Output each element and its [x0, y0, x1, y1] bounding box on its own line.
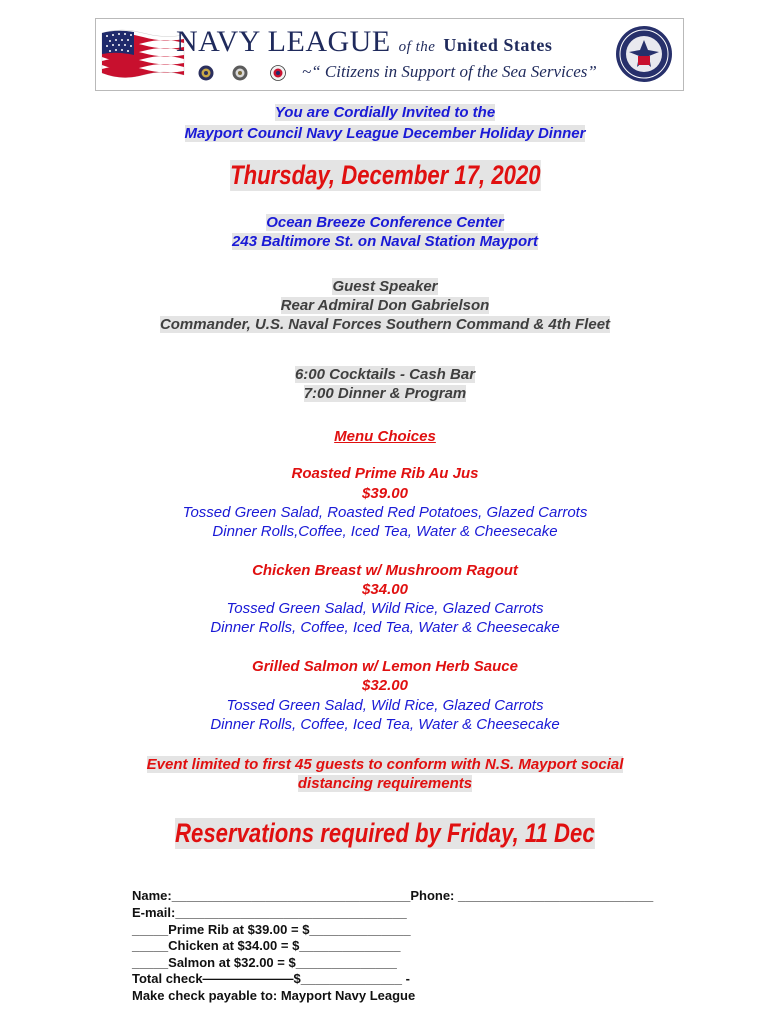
- coast-guard-seal-icon: [270, 65, 286, 81]
- navy-seal-icon: [198, 65, 214, 81]
- form-email: E-mail:________________________________: [132, 905, 407, 920]
- reservations-deadline: Reservations required by Friday, 11 Dec: [175, 818, 595, 848]
- capacity-notice-line-2: distancing requirements: [297, 775, 473, 792]
- menu-item-price: $39.00: [362, 485, 408, 502]
- tagline: ~“ Citizens in Support of the Sea Services”: [302, 62, 597, 81]
- form-salmon: _____Salmon at $32.00 = $______________: [132, 955, 397, 970]
- menu-item-name: Roasted Prime Rib Au Jus: [291, 465, 479, 482]
- event-date: Thursday, December 17, 2020: [229, 160, 541, 190]
- form-chicken: _____Chicken at $34.00 = $______________: [132, 938, 401, 953]
- form-total: Total check———————$______________ -: [132, 971, 410, 986]
- menu-item-extras: Dinner Rolls, Coffee, Iced Tea, Water & Cheesecake: [210, 619, 560, 636]
- speaker-name: Rear Admiral Don Gabrielson: [280, 297, 490, 314]
- menu-item-sides: Tossed Green Salad, Wild Rice, Glazed Carrots: [226, 697, 544, 714]
- menu-item-extras: Dinner Rolls, Coffee, Iced Tea, Water & Cheesecake: [210, 716, 560, 733]
- venue-address: 243 Baltimore St. on Naval Station Mayport: [232, 233, 538, 250]
- invite-line-1: You are Cordially Invited to the: [274, 104, 496, 121]
- org-of-the: of the: [398, 39, 436, 55]
- form-name-phone: Name:_________________________________Phone: ___________________________: [132, 888, 654, 903]
- venue-name: Ocean Breeze Conference Center: [266, 214, 504, 231]
- menu-item-sides: Tossed Green Salad, Wild Rice, Glazed Carrots: [226, 600, 544, 617]
- org-name: NAVY LEAGUE: [176, 25, 391, 58]
- org-title: [176, 27, 552, 57]
- menu-item-name: Grilled Salmon w/ Lemon Herb Sauce: [252, 658, 518, 675]
- speaker-heading: Guest Speaker: [332, 278, 438, 295]
- navy-league-banner: [95, 18, 684, 91]
- menu-heading: Menu Choices: [334, 428, 436, 445]
- menu-item-extras: Dinner Rolls,Coffee, Iced Tea, Water & Cheesecake: [212, 523, 558, 540]
- menu-item-price: $32.00: [362, 677, 408, 694]
- schedule-dinner: 7:00 Dinner & Program: [303, 385, 467, 402]
- speaker-title: Commander, U.S. Naval Forces Southern Command & 4th Fleet: [159, 316, 611, 333]
- marine-corps-seal-icon: [232, 65, 248, 81]
- menu-item-name: Chicken Breast w/ Mushroom Ragout: [252, 562, 518, 579]
- form-prime-rib: _____Prime Rib at $39.00 = $______________: [132, 922, 411, 937]
- menu-item-price: $34.00: [362, 581, 408, 598]
- capacity-notice-line-1: Event limited to first 45 guests to conform with N.S. Mayport social: [146, 756, 624, 773]
- invite-line-2: Mayport Council Navy League December Holiday Dinner: [184, 125, 586, 142]
- navy-league-seal-icon: [615, 25, 673, 83]
- american-flag-icon: [100, 25, 186, 83]
- form-payable: Make check payable to: Mayport Navy League: [132, 988, 416, 1003]
- menu-item-sides: Tossed Green Salad, Roasted Red Potatoes, Glazed Carrots: [182, 504, 588, 521]
- schedule-cocktails: 6:00 Cocktails - Cash Bar: [294, 366, 476, 383]
- org-united-states: United States: [443, 35, 553, 55]
